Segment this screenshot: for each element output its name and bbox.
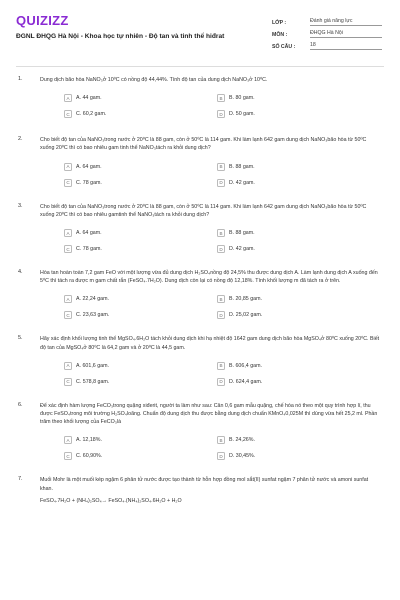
- answer-text: B. 88 gam.: [229, 230, 255, 237]
- quizizz-logo: QUIZIZZ: [16, 13, 69, 28]
- question-text: Cho biết độ tan của NaNO₃trong nước ở 20⁰C là 88 gam, còn ở 50⁰C là 114 gam. Khi làm lạnh 642 gam dung dịch NaNO₃bão hòa từ 50⁰C xuống 20⁰C thì có bao nhiêu gamtinh thể NaNO₃tách ra khỏi dung dịch?: [40, 203, 367, 218]
- meta-value: Đánh giá năng lực: [310, 18, 382, 26]
- question-equation: FeSO₄.7H₂O + (NH₄)₂SO₄→ FeSO₄.(NH₄)₂SO₄.6H₂O + H₂O: [40, 497, 182, 504]
- answer-option[interactable]: [64, 448, 217, 464]
- answer-row: [64, 159, 382, 175]
- answer-options: [64, 90, 382, 122]
- answer-letter-box: C: [64, 245, 72, 253]
- question-list: [0, 76, 400, 504]
- answer-options: [64, 225, 382, 257]
- answer-text: D. 25,02 gam.: [229, 312, 263, 319]
- answer-letter-box: D: [217, 452, 225, 460]
- answer-text: B. 80 gam.: [229, 95, 255, 102]
- answer-row: [64, 291, 382, 307]
- question-item: [18, 402, 382, 465]
- question-number: 5.: [18, 335, 23, 342]
- answer-text: A. 64 gam.: [76, 230, 102, 237]
- answer-letter-box: B: [217, 163, 225, 171]
- answer-letter-box: C: [64, 452, 72, 460]
- answer-row: [64, 225, 382, 241]
- question-text: Dung dịch bão hòa NaNO₃ở 10⁰C có nồng độ 44,44%. Tính độ tan của dung dịch NaNO₃ở 10⁰C.: [40, 77, 268, 83]
- answer-letter-box: C: [64, 378, 72, 386]
- answer-options: [64, 432, 382, 464]
- meta-value: 18: [310, 42, 382, 50]
- answer-letter-box: A: [64, 163, 72, 171]
- meta-box: [272, 14, 382, 50]
- answer-text: C. 60,2 gam.: [76, 111, 107, 118]
- meta-row: [272, 26, 382, 38]
- answer-row: [64, 374, 382, 390]
- answer-option[interactable]: [217, 225, 370, 241]
- answer-text: A. 22,24 gam.: [76, 296, 109, 303]
- answer-row: [64, 106, 382, 122]
- answer-letter-box: C: [64, 179, 72, 187]
- answer-row: [64, 358, 382, 374]
- answer-text: A. 601,6 gam.: [76, 362, 109, 369]
- meta-row: [272, 38, 382, 50]
- answer-letter-box: C: [64, 110, 72, 118]
- answer-option[interactable]: [64, 225, 217, 241]
- question-text: Hãy xác định khối lượng tinh thể MgSO₄.6H₂O tách khỏi dung dịch khi hạ nhiệt độ 1642 gam dung dịch bão hòa MgSO₄ở 80⁰C xuống 20⁰C. Biết độ tan của MgSO₄ở 80⁰C là 64,2 gam và ở 20⁰C là 44,5 gam.: [40, 336, 380, 351]
- answer-option[interactable]: [217, 307, 370, 323]
- question-number: 2.: [18, 136, 23, 143]
- answer-text: C. 78 gam.: [76, 179, 102, 186]
- question-number: 1.: [18, 76, 23, 82]
- question-item: [18, 76, 382, 122]
- answer-text: C. 578,8 gam.: [76, 378, 110, 385]
- answer-row: [64, 90, 382, 106]
- answer-letter-box: A: [64, 436, 72, 444]
- answer-letter-box: A: [64, 94, 72, 102]
- answer-text: C. 78 gam.: [76, 246, 102, 253]
- answer-row: [64, 448, 382, 464]
- worksheet-header: [0, 0, 400, 66]
- answer-option[interactable]: [217, 175, 370, 191]
- question-text: Muối Mohr là một muối kép ngậm 6 phân tử nước được tạo thành từ hỗn hợp đồng mol sắt(II) sunfat ngậm 7 phân tử nước và amoni sunfat khan.: [40, 477, 369, 492]
- question-number: 6.: [18, 401, 23, 408]
- answer-letter-box: A: [64, 229, 72, 237]
- answer-row: [64, 307, 382, 323]
- question-item: [18, 335, 382, 389]
- answer-letter-box: B: [217, 362, 225, 370]
- answer-text: B. 88 gam.: [229, 163, 255, 170]
- answer-options: [64, 159, 382, 191]
- answer-option[interactable]: [217, 374, 370, 390]
- answer-option[interactable]: [217, 106, 370, 122]
- worksheet-title: ĐGNL ĐHQG Hà Nội - Khoa học tự nhiên - Độ tan và tinh thể hiđrat: [16, 33, 225, 40]
- answer-text: B. 20,85 gam.: [229, 296, 262, 303]
- question-item: [18, 269, 382, 323]
- question-item: [18, 203, 382, 257]
- question-text: Để xác định hàm lượng FeCO₃trong quặng xiđerit, người ta làm như sau: Cân 0,6 gam mẫu quặng, chế hóa nó theo một quy trình hợp lí, thu được FeSO₄trong môi trường H₂SO₄loãng. Chuẩn độ dung dịch thu được bằng dung dịch chuẩn KMnO₄0,025M thì dùng vừa hết 25,2 ml. Phần trăm theo khối lượng của FeCO₃là: [40, 402, 378, 426]
- question-number: 4.: [18, 269, 23, 276]
- answer-option[interactable]: [217, 448, 370, 464]
- answer-text: D. 42 gam.: [229, 179, 255, 186]
- answer-letter-box: A: [64, 362, 72, 370]
- answer-letter-box: A: [64, 295, 72, 303]
- header-divider: [16, 66, 384, 67]
- answer-text: B. 24,26%.: [229, 437, 255, 444]
- answer-letter-box: B: [217, 295, 225, 303]
- meta-value: ĐHQG Hà Nội: [310, 30, 382, 38]
- answer-text: A. 44 gam.: [76, 95, 102, 102]
- answer-text: C. 23,63 gam.: [76, 312, 110, 319]
- answer-letter-box: D: [217, 110, 225, 118]
- answer-text: C. 60,90%.: [76, 453, 103, 460]
- answer-option[interactable]: [217, 432, 370, 448]
- answer-option[interactable]: [64, 374, 217, 390]
- answer-letter-box: B: [217, 229, 225, 237]
- answer-option[interactable]: [64, 358, 217, 374]
- answer-option[interactable]: [217, 291, 370, 307]
- answer-options: [64, 291, 382, 323]
- answer-text: A. 64 gam.: [76, 163, 102, 170]
- answer-option[interactable]: [64, 159, 217, 175]
- answer-option[interactable]: [217, 90, 370, 106]
- question-number: 7.: [18, 476, 23, 483]
- question-number: 3.: [18, 202, 23, 209]
- question-item: [18, 136, 382, 190]
- answer-option[interactable]: [64, 291, 217, 307]
- meta-label: SỐ CÂU :: [272, 44, 296, 50]
- answer-option[interactable]: [217, 241, 370, 257]
- answer-option[interactable]: [217, 159, 370, 175]
- answer-option[interactable]: [64, 241, 217, 257]
- question-text: Hòa tan hoàn toàn 7,2 gam FeO với một lượng vừa đủ dung dịch H₂SO₄nồng độ 24,5% thu được dung dịch A. Làm lạnh dung dịch A xuống đến 5⁰C thì tách ra được m gam chất rắn (FeSO₄.7H₂O). Dung dịch còn lại có nồng độ 12,18%. Tính khối lượng m đã tách ra ở trên.: [40, 270, 378, 285]
- answer-letter-box: D: [217, 378, 225, 386]
- answer-letter-box: B: [217, 436, 225, 444]
- meta-label: LỚP :: [272, 20, 287, 26]
- answer-text: A. 12,18%.: [76, 437, 102, 444]
- answer-row: [64, 241, 382, 257]
- meta-row: [272, 14, 382, 26]
- answer-letter-box: D: [217, 179, 225, 187]
- answer-options: [64, 358, 382, 390]
- answer-option[interactable]: [217, 358, 370, 374]
- answer-option[interactable]: [64, 307, 217, 323]
- question-item: [18, 476, 382, 503]
- answer-text: D. 50 gam.: [229, 111, 255, 118]
- answer-row: [64, 432, 382, 448]
- answer-row: [64, 175, 382, 191]
- answer-letter-box: B: [217, 94, 225, 102]
- answer-text: D. 624,4 gam.: [229, 378, 263, 385]
- answer-letter-box: C: [64, 311, 72, 319]
- answer-option[interactable]: [64, 432, 217, 448]
- answer-letter-box: D: [217, 311, 225, 319]
- answer-text: B. 606,4 gam.: [229, 362, 262, 369]
- answer-text: D. 42 gam.: [229, 246, 255, 253]
- answer-option[interactable]: [64, 90, 217, 106]
- question-text: Cho biết độ tan của NaNO₃trong nước ở 20⁰C là 88 gam, còn ở 50⁰C là 114 gam. Khi làm lạnh 642 gam dung dịch NaNO₃bão hòa từ 50⁰C xuống 20⁰C thì có bao nhiêu gam tinh thể NaNO₃tách ra khỏi dung dịch?: [40, 137, 367, 152]
- meta-label: MÔN :: [272, 32, 288, 38]
- answer-option[interactable]: [64, 106, 217, 122]
- answer-letter-box: D: [217, 245, 225, 253]
- answer-text: D. 30,45%.: [229, 453, 256, 460]
- answer-option[interactable]: [64, 175, 217, 191]
